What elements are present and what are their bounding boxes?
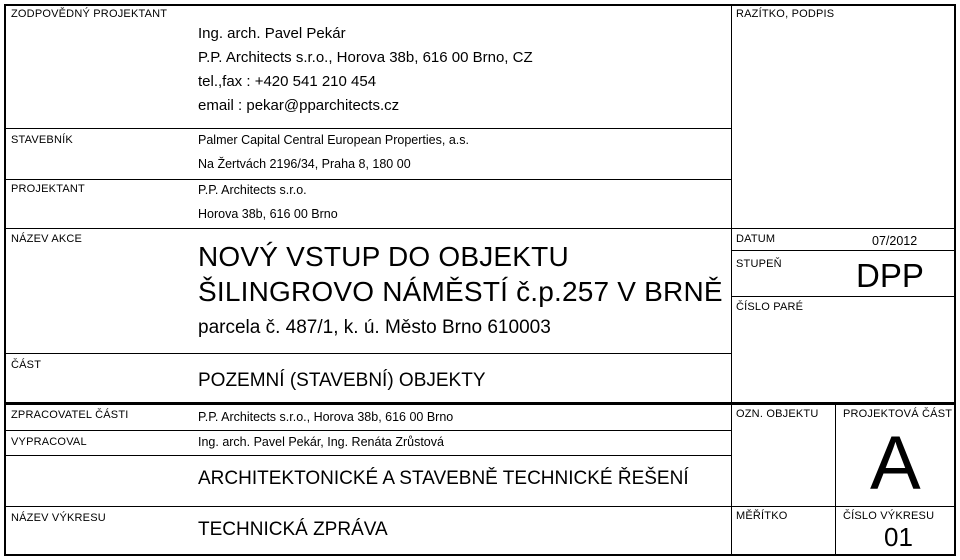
date-label: DATUM: [736, 233, 776, 245]
object-code-label: OZN. OBJEKTU: [736, 408, 819, 420]
scale-label: MĚŘÍTKO: [736, 510, 788, 522]
action-parcel: parcela č. 487/1, k. ú. Město Brno 610003: [198, 317, 551, 338]
divider-part: [5, 402, 955, 405]
projector-label: PROJEKTANT: [11, 183, 85, 195]
copy-number-label: ČÍSLO PARÉ: [736, 301, 804, 313]
action-label: NÁZEV AKCE: [11, 233, 83, 245]
drawing-name-label: NÁZEV VÝKRESU: [11, 512, 106, 524]
investor-address: Na Žertvách 2196/34, Praha 8, 180 00: [198, 157, 411, 171]
drawing-number-label: ČÍSLO VÝKRESU: [843, 510, 935, 522]
divider-stamp: [731, 228, 955, 229]
part-processor-value: P.P. Architects s.r.o., Horova 38b, 616 00 Brno: [198, 410, 454, 424]
designer-label: ZODPOVĚDNÝ PROJEKTANT: [11, 8, 168, 20]
date-value: 07/2012: [872, 234, 918, 248]
prepared-by-value: Ing. arch. Pavel Pekár, Ing. Renáta Zrůstová: [198, 435, 444, 449]
divider-stage: [731, 296, 955, 297]
investor-name: Palmer Capital Central European Properties, a.s.: [198, 133, 469, 147]
designer-email: email : pekar@pparchitects.cz: [198, 97, 400, 114]
designer-phone: tel.,fax : +420 541 210 454: [198, 73, 377, 90]
divider-code-column: [835, 404, 836, 555]
designer-company: P.P. Architects s.r.o., Horova 38b, 616 00 Brno, CZ: [198, 49, 533, 66]
designer-name: Ing. arch. Pavel Pekár: [198, 25, 346, 42]
action-title-line2: ŠILINGROVO NÁMĚSTÍ č.p.257 V BRNĚ: [198, 276, 723, 307]
drawing-name-value: TECHNICKÁ ZPRÁVA: [198, 519, 388, 540]
part-label: ČÁST: [11, 359, 42, 371]
project-part-label: PROJEKTOVÁ ČÁST: [843, 408, 953, 420]
stage-label: STUPEŇ: [736, 258, 782, 270]
investor-label: STAVEBNÍK: [11, 134, 73, 146]
divider-processor: [5, 430, 731, 431]
divider-investor: [5, 179, 731, 180]
discipline-value: ARCHITEKTONICKÉ A STAVEBNĚ TECHNICKÉ ŘEŠENÍ: [198, 468, 689, 489]
part-value: POZEMNÍ (STAVEBNÍ) OBJEKTY: [198, 370, 486, 391]
action-title-line1: NOVÝ VSTUP DO OBJEKTU: [198, 241, 569, 272]
divider-projector: [5, 228, 731, 229]
part-processor-label: ZPRACOVATEL ČÁSTI: [11, 409, 129, 421]
stage-value: DPP: [856, 257, 924, 294]
divider-bottom-right: [731, 506, 955, 507]
stamp-label: RAZÍTKO, PODPIS: [736, 8, 835, 20]
divider-discipline: [5, 506, 731, 507]
divider-designer: [5, 128, 731, 129]
prepared-by-label: VYPRACOVAL: [11, 436, 87, 448]
projector-name: P.P. Architects s.r.o.: [198, 183, 307, 197]
projector-address: Horova 38b, 616 00 Brno: [198, 207, 338, 221]
divider-prepared: [5, 455, 731, 456]
drawing-number-value: 01: [884, 522, 913, 552]
divider-right-column: [731, 5, 732, 555]
divider-date: [731, 250, 955, 251]
project-part-value: A: [870, 421, 921, 506]
divider-action: [5, 353, 731, 354]
